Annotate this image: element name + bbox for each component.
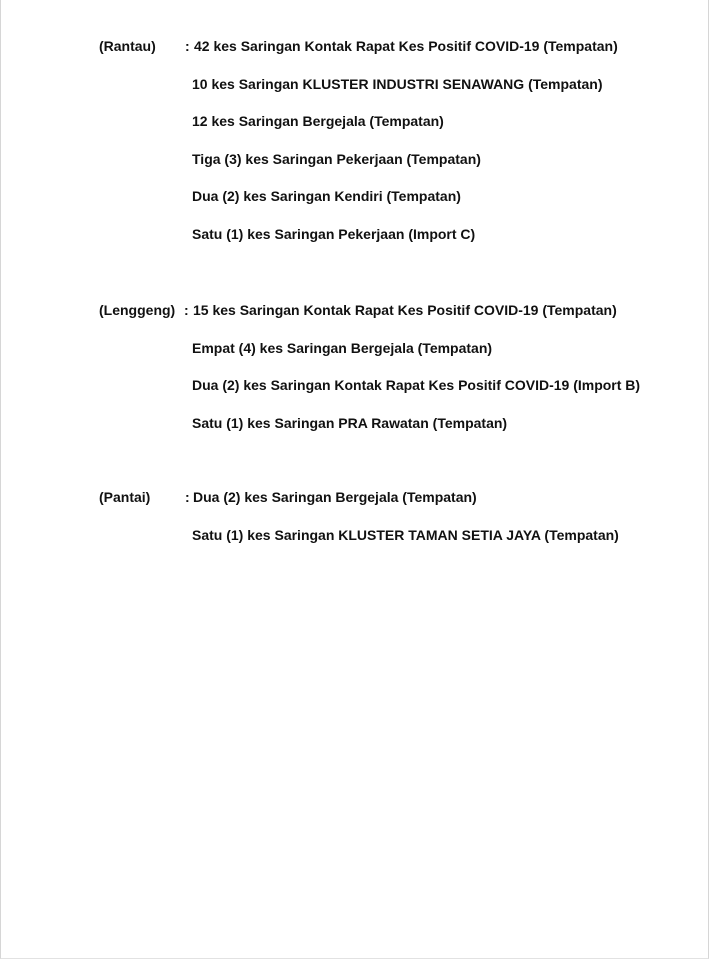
list-item bbox=[1, 340, 708, 378]
list-item bbox=[1, 377, 708, 415]
case-entry: 10 kes Saringan KLUSTER INDUSTRI SENAWANG (Tempatan) bbox=[192, 75, 603, 92]
list-item bbox=[1, 76, 708, 114]
case-entry: Dua (2) kes Saringan Bergejala (Tempatan) bbox=[193, 489, 477, 505]
list-item bbox=[1, 415, 708, 453]
case-entry: Satu (1) kes Saringan Pekerjaan (Import C) bbox=[192, 225, 476, 242]
district-label: (Lenggeng) bbox=[99, 302, 176, 318]
list-item bbox=[1, 527, 708, 565]
district-section-lenggeng bbox=[1, 302, 708, 452]
district-section-pantai bbox=[1, 489, 708, 564]
case-entry: Satu (1) kes Saringan PRA Rawatan (Tempatan) bbox=[192, 414, 508, 431]
district-label: (Pantai) bbox=[99, 489, 151, 505]
list-item bbox=[1, 113, 708, 151]
separator-colon: : bbox=[185, 38, 190, 54]
list-item bbox=[1, 226, 708, 264]
case-entry: Satu (1) kes Saringan KLUSTER TAMAN SETIA JAYA (Tempatan) bbox=[192, 526, 619, 543]
district-section-rantau bbox=[1, 38, 708, 263]
list-item bbox=[1, 302, 708, 340]
list-item bbox=[1, 151, 708, 189]
list-item bbox=[1, 38, 708, 76]
case-entry: 15 kes Saringan Kontak Rapat Kes Positif COVID-19 (Tempatan) bbox=[193, 302, 617, 318]
case-entry: 12 kes Saringan Bergejala (Tempatan) bbox=[192, 113, 444, 129]
list-item bbox=[1, 489, 708, 527]
list-item bbox=[1, 188, 708, 226]
separator-colon: : bbox=[184, 302, 189, 318]
case-entry: Dua (2) kes Saringan Kendiri (Tempatan) bbox=[192, 188, 461, 204]
separator-colon: : bbox=[185, 489, 190, 505]
case-entry: Dua (2) kes Saringan Kontak Rapat Kes Positif COVID-19 (Import B) bbox=[192, 377, 641, 393]
district-label: (Rantau) bbox=[99, 38, 156, 54]
case-entry: Empat (4) kes Saringan Bergejala (Tempatan) bbox=[192, 339, 493, 356]
case-entry: 42 kes Saringan Kontak Rapat Kes Positif COVID-19 (Tempatan) bbox=[194, 38, 618, 54]
case-entry: Tiga (3) kes Saringan Pekerjaan (Tempatan) bbox=[192, 150, 481, 167]
